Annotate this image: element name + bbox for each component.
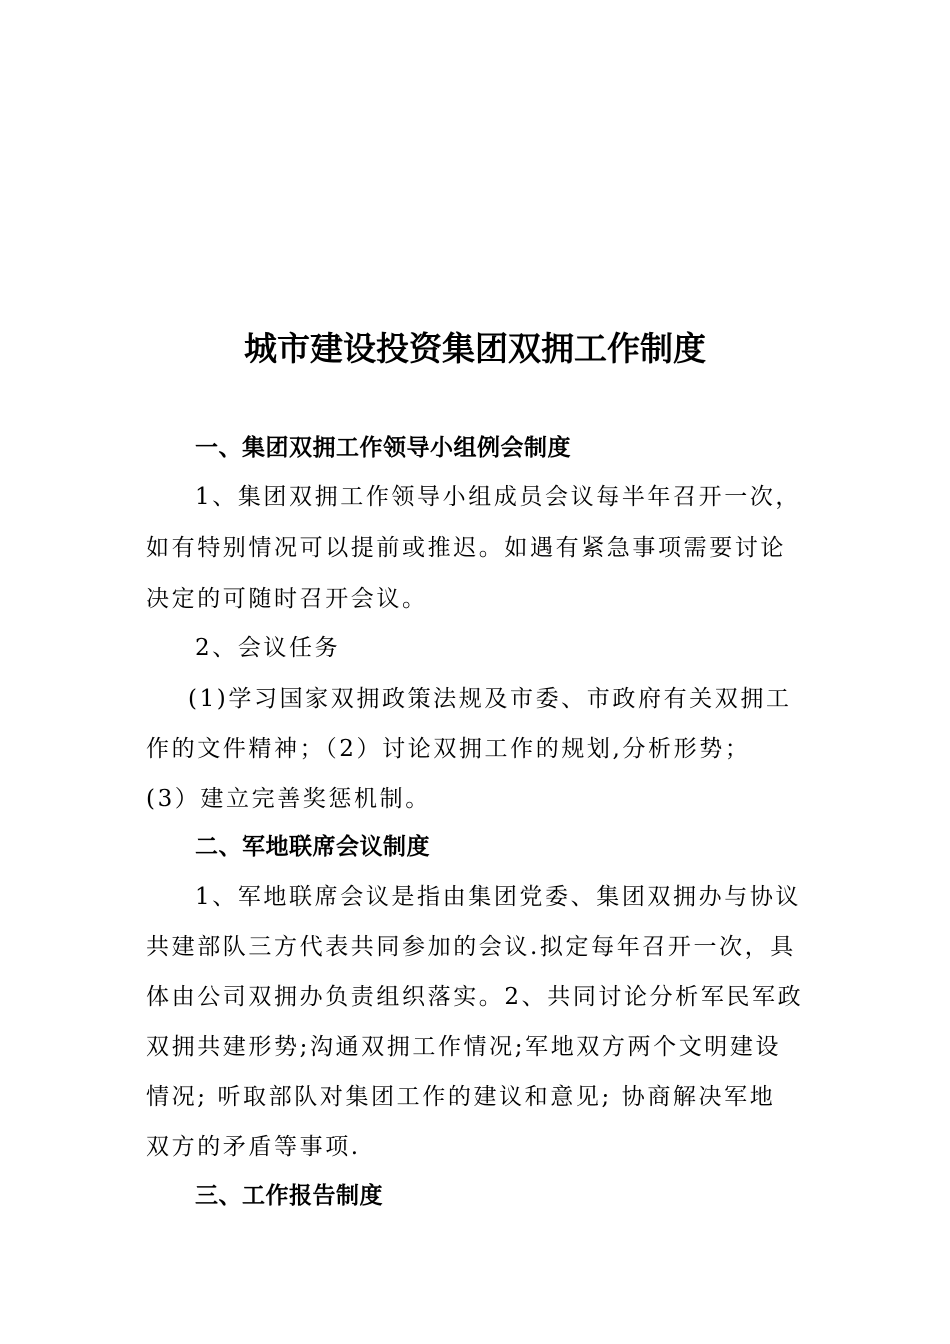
document-title: 城市建设投资集团双拥工作制度: [244, 329, 706, 368]
s2-item1-line1: 1、军地联席会议是指由集团党委、集团双拥办与协议: [195, 884, 802, 910]
section-1-heading: 一、集团双拥工作领导小组例会制度: [195, 435, 571, 461]
s1-tasks-line1: (1)学习国家双拥政策法规及市委、市政府有关双拥工: [188, 686, 792, 712]
s1-item1-line1: 1、集团双拥工作领导小组成员会议每半年召开一次，: [195, 484, 802, 510]
s2-item1-line2: 共建部队三方代表共同参加的会议.拟定每年召开一次，具: [146, 934, 796, 960]
section-3-heading: 三、工作报告制度: [195, 1183, 383, 1209]
s1-tasks-line3: (3）建立完善奖惩机制。: [146, 786, 431, 812]
s2-item1-line3: 体由公司双拥办负责组织落实。2、共同讨论分析军民军政: [146, 984, 804, 1010]
s1-item1-line2: 如有特别情况可以提前或推迟。如遇有紧急事项需要讨论: [146, 535, 786, 561]
s1-item1-line3: 决定的可随时召开会议。: [146, 586, 428, 612]
section-2-heading: 二、军地联席会议制度: [195, 834, 430, 860]
s1-tasks-line2: 作的文件精神；（2）讨论双拥工作的规划,分析形势；: [146, 736, 751, 762]
s2-item1-line4: 双拥共建形势;沟通双拥工作情况;军地双方两个文明建设: [146, 1034, 782, 1060]
s2-item1-line6: 双方的矛盾等事项.: [146, 1134, 361, 1160]
s2-item1-line5: 情况; 听取部队对集团工作的建议和意见; 协商解决军地: [146, 1084, 776, 1110]
s1-item2: 2、会议任务: [195, 635, 341, 661]
